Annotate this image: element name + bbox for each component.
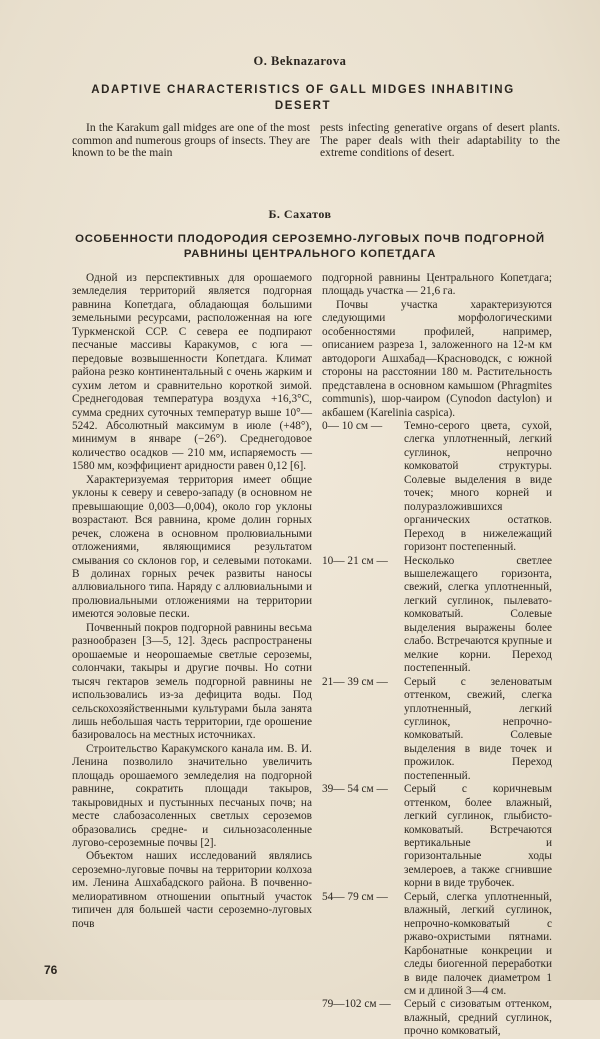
soil-horizon (322, 555, 552, 676)
soil-horizon (322, 420, 552, 555)
article1-author: O. Beknazarova (253, 54, 347, 68)
paragraph: Почвенный покров подгорной равнины весьма разнообразен [3—5, 12]. Здесь распространены орошаемые и неорошаемые светлые сероземы, солончаки, такыры и другие почвы. Но сотни тысяч гектаров земель подгорной равнины не использовались из-за дефицита воды. Под сельскохозяйственными культурами была занята лишь небольшая часть территории, где орошение базировалось на местных источниках. (72, 621, 312, 742)
soil-horizon (322, 783, 552, 891)
horizon-depth: 21— 39 см — (322, 675, 388, 688)
paragraph: Одной из перспективных для орошаемого земледелия территорий является подгорная равнина Копетдага, обладающая большими земельными ресурсами, расположенная на юге Туркменской ССР. С севера ее подпирают песчаные массивы Каракумов, с юга — передовые возвышенности Копетдага. Климат района резко континентальный с очень жарким и сухим летом и сравнительно короткой зимой. Среднегодовая температура воздуха +16,3°С, сумма средних суточных температур выше 10°—5242. Абсолютный максимум в июле (+48°), минимум в январе (−26°). Среднегодовое количество осадков — 210 мм, испаряемость — 1580 мм, коэффициент аридности равен 0,12 [6]. (72, 272, 312, 473)
horizon-description: Серый, слегка уплотненный, влажный, легкий суглинок, непрочно-комковатый с ржаво-охристыми пятнами. Карбонатные конкреции и следы биогенной переработки в виде палочек диаметром 1 см и длиной 3—4 см. (404, 890, 552, 998)
article1-abstract-right: pests infecting generative organs of desert plants. The paper deals with their adaptability to the extreme conditions of desert. (320, 121, 560, 160)
horizon-description: Серый с коричневым оттенком, более влажный, легкий суглинок, глыбисто-комковатый. Встречаются вертикальные и горизонтальные ходы землероев, а также сгнившие корни в виде трубочек. (404, 783, 552, 890)
horizon-depth: 0— 10 см — (322, 419, 383, 432)
paragraph: Характеризуемая территория имеет общие уклоны к северу и северо-западу (в основном не превышающие 0,003—0,004), около гор уклоны возрастают. Вся равнина, кроме долин горных речек, сложена в основном пролювиальными отложениями, являющимися результатом смывания со склонов гор, и селевыми потоками. В долинах горных речек развиты наносы аллювиального типа. Наряду с аллювиальными и пролювиальными отложениями на территории имеются эоловые пески. (72, 473, 312, 621)
horizon-description: Серый с сизоватым оттенком, влажный, средний суглинок, прочно комковатый, (404, 998, 552, 1038)
horizon-depth: 54— 79 см — (322, 890, 388, 903)
paragraph: Почвы участка характеризуются следующими морфологическими особенностями профилей, например, описанием разреза 1, заложенного на 12-м км автодороги Ашхабад—Красноводск, с южной стороны на расстоянии 180 м. Растительность представлена в основном камышом (Phragmites communis), шор-чаиром (Cynodon dactylon) и акбашем (Karelinia caspica). (322, 298, 552, 419)
article2-author: Б. Сахатов (268, 207, 332, 221)
article1-title: ADAPTIVE CHARACTERISTICS OF GALL MIDGES INHABITING DESERT (91, 84, 515, 112)
paragraph: Объектом наших исследований являлись сероземно-луговые почвы на территории колхоза им. Ленина Ашхабадского района. В почвенно-мелиоративном отношении опытный участок типичен для большей части сероземно-луговых почв (72, 850, 312, 930)
horizon-description: Несколько светлее вышележащего горизонта, свежий, слегка уплотненный, легкий суглинок, пылевато-комковатый. Солевые выделения выражены более слабо. Встречаются крупные и мелкие корни. Переход постепенный. (404, 554, 553, 675)
horizon-description: Серый с зеленоватым оттенком, свежий, слегка уплотненный, легкий суглинок, непрочно-комковатый. Солевые выделения в виде точек и прожилок. Переход постепенный. (404, 675, 552, 782)
left-column (72, 272, 312, 931)
article1-abstract-left: In the Karakum gall midges are one of the most common and numerous groups of insects. They are known to be the main (72, 121, 310, 160)
paragraph: подгорной равнины Центрального Копетдага; площадь участка — 21,6 га. (322, 272, 552, 298)
horizon-depth: 79—102 см — (322, 998, 391, 1011)
horizon-depth: 39— 54 см — (322, 783, 388, 796)
paragraph: Строительство Каракумского канала им. В. И. Ленина позволило значительно увеличить площадь орошаемого земледелия на подгорной равнине, сократить площади такыров, такыровидных и пустынных песчаных почв; на месте слабозасоленных светлых сероземов образовались средне- и сильнозасоленные лугово-сероземные почвы [2]. (72, 742, 312, 850)
horizon-depth: 10— 21 см — (322, 554, 388, 567)
soil-horizon (322, 676, 552, 784)
soil-horizon (322, 998, 552, 1038)
soil-horizon (322, 891, 552, 999)
page-number: 76 (44, 963, 58, 977)
right-column (322, 272, 552, 1039)
article2-title: ОСОБЕННОСТИ ПЛОДОРОДИЯ СЕРОЗЕМНО-ЛУГОВЫХ ПОЧВ ПОДГОРНОЙ РАВНИНЫ ЦЕНТРАЛЬНОГО КОПЕТДАГА (75, 233, 545, 260)
horizon-description: Темно-серого цвета, сухой, слегка уплотненный, легкий суглинок, непрочно комковатой структуры. Солевые выделения в виде точек; много корней и полуразложившихся органических остатков. Переход в нижележащий горизонт постепенный. (404, 419, 552, 554)
